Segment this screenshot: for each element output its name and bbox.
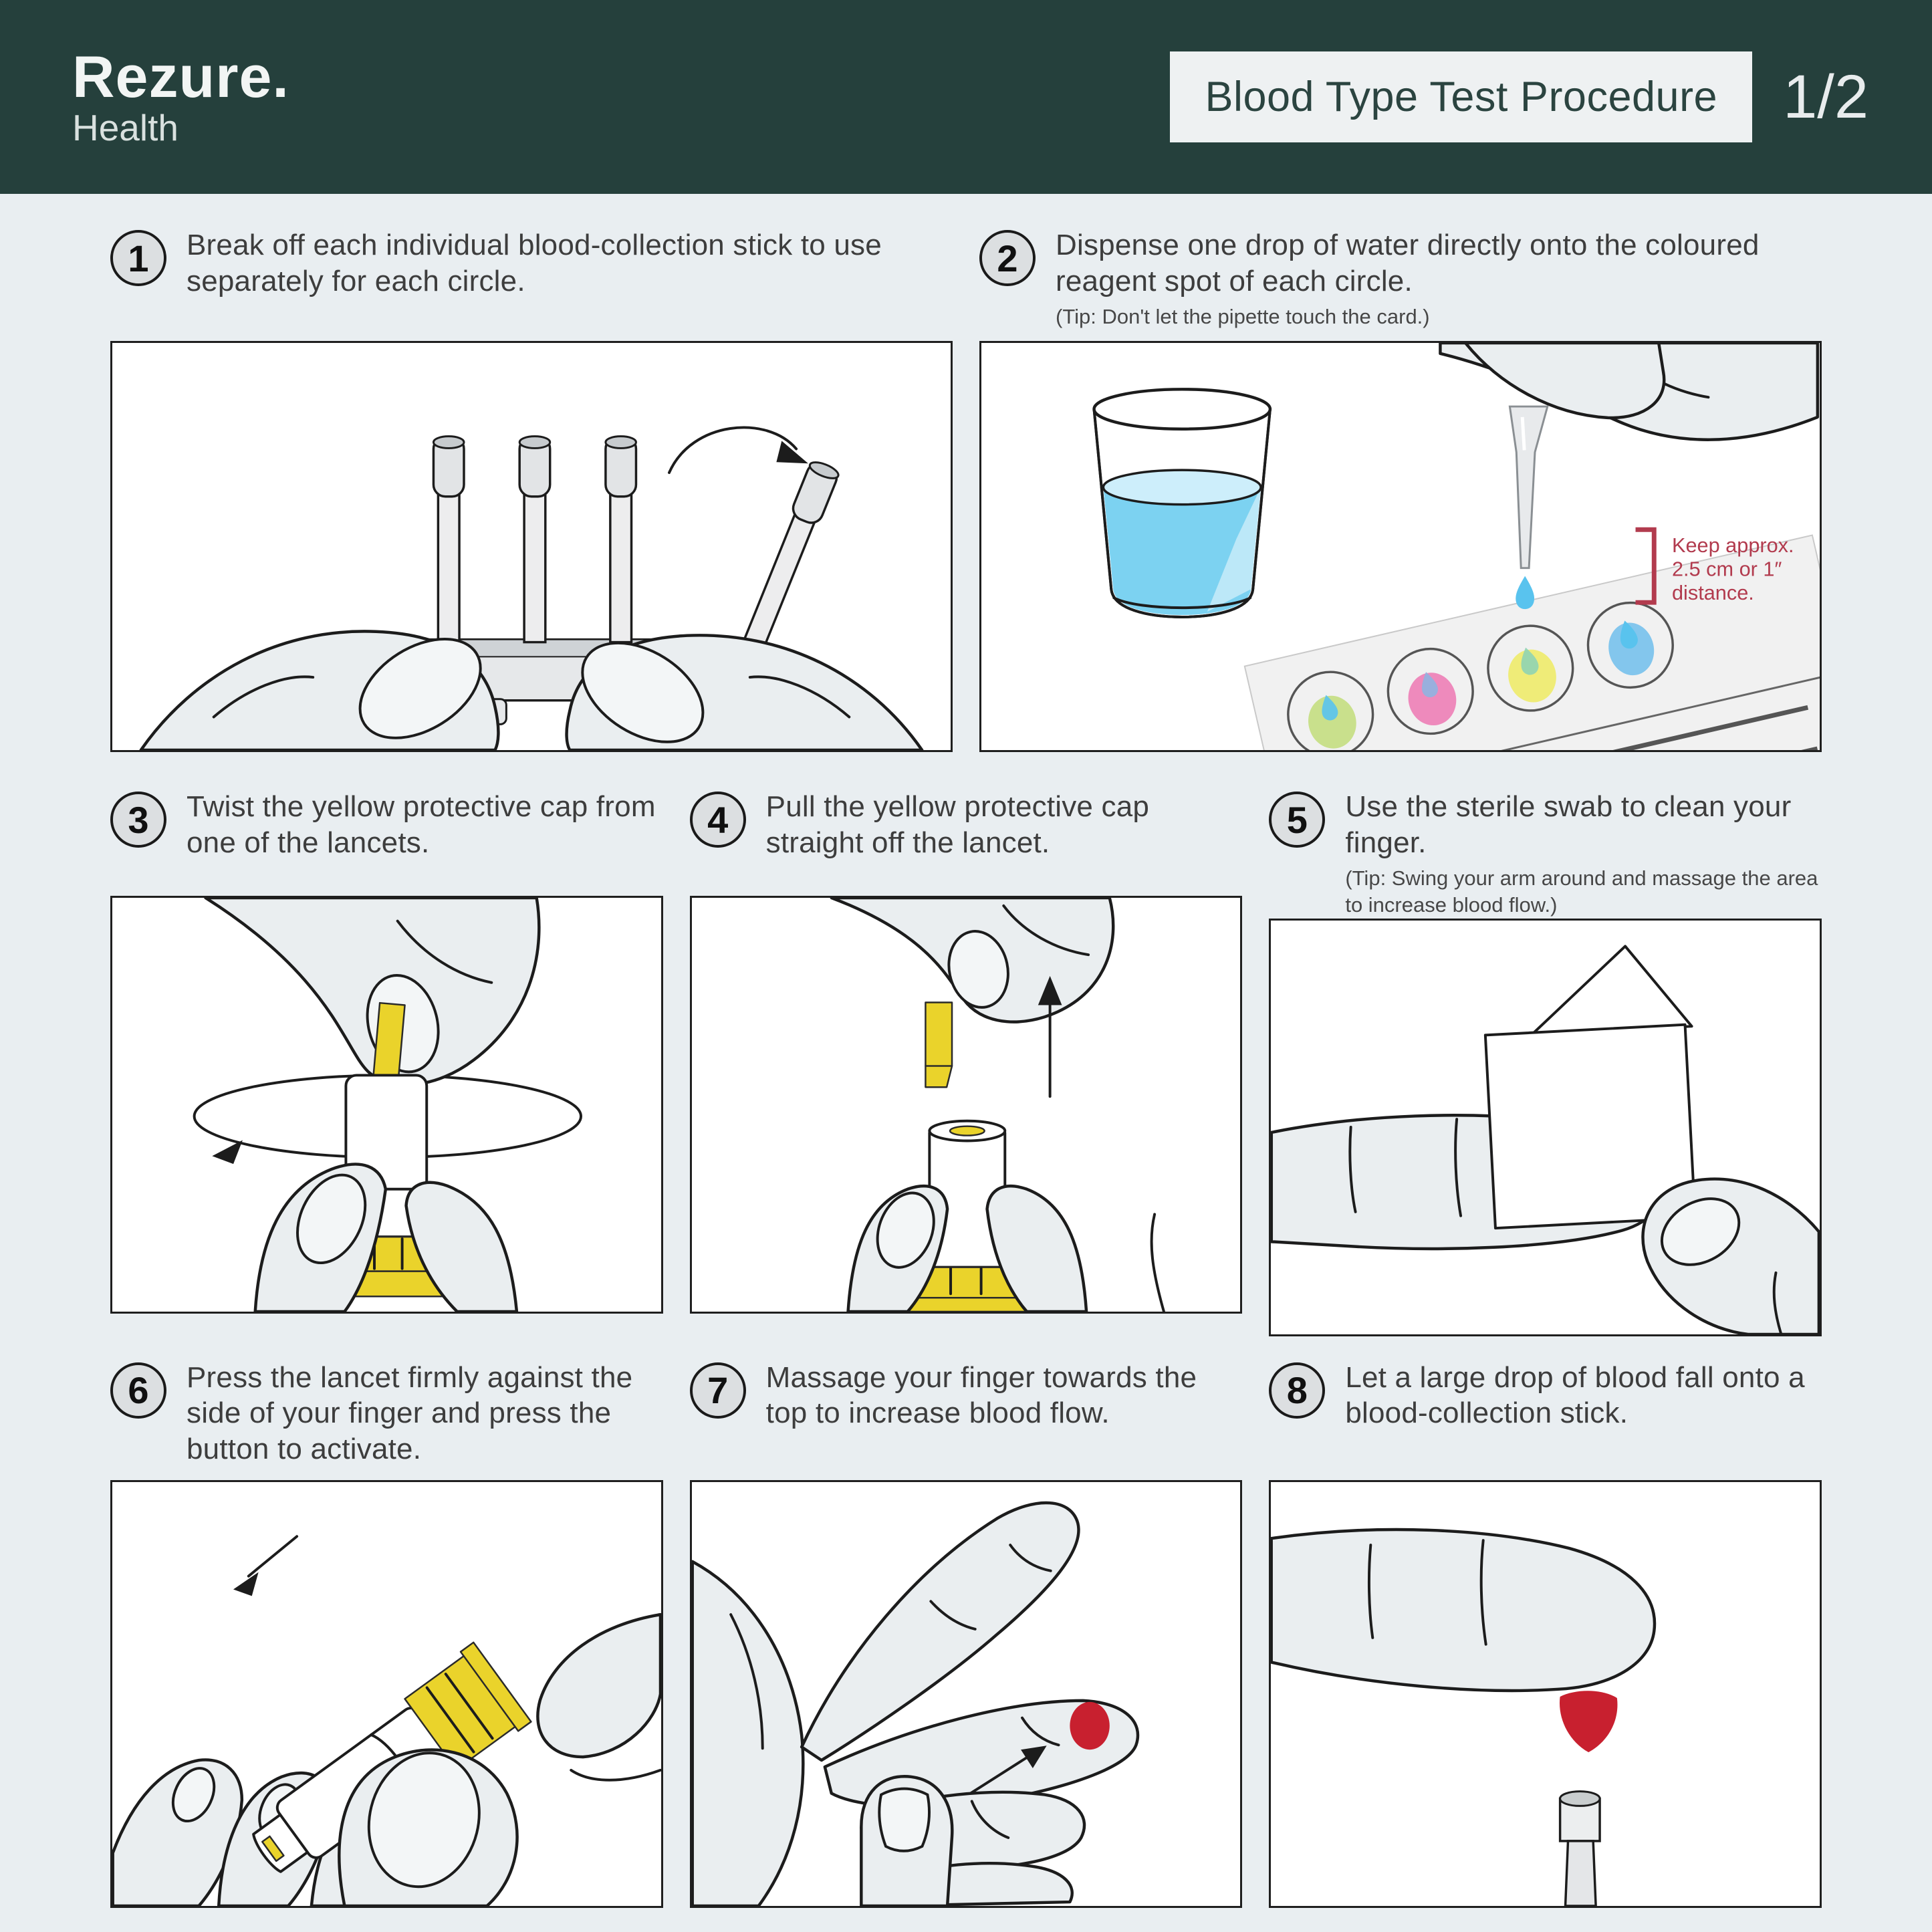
step-5-number-badge: 5 <box>1269 792 1325 848</box>
page-title: Blood Type Test Procedure <box>1170 51 1752 142</box>
press-lancet-icon <box>112 1482 661 1906</box>
step-7-number-badge: 7 <box>690 1362 746 1419</box>
water-drop-icon <box>1516 576 1534 610</box>
break-off-sticks-icon <box>112 343 951 750</box>
step-2-header <box>979 227 1822 341</box>
step-5-tip: (Tip: Swing your arm around and massage the area to increase blood flow.) <box>1345 866 1818 917</box>
step-2-illustration <box>979 341 1822 752</box>
steps-content <box>0 227 1932 1908</box>
step-7-text: Massage your finger towards the top to increase blood flow. <box>765 1360 1197 1430</box>
dispense-water-icon <box>981 343 1820 750</box>
step-5-text: Use the sterile swab to clean your finger. <box>1345 790 1792 859</box>
step-1-number-badge: 1 <box>110 230 166 286</box>
step-8-illustration <box>1269 1480 1822 1908</box>
step-5-header <box>1269 789 1822 919</box>
step-3-illustration <box>110 896 663 1314</box>
step-1-header <box>110 227 953 341</box>
step-8-header <box>1269 1360 1822 1480</box>
distance-note-line1: Keep approx. <box>1672 533 1794 557</box>
step-6 <box>110 1360 663 1908</box>
twist-cap-icon <box>112 898 661 1312</box>
step-4-number-badge: 4 <box>690 792 746 848</box>
step-8-text: Let a large drop of blood fall onto a blood-collection stick. <box>1345 1360 1805 1430</box>
step-8-number-badge: 8 <box>1269 1362 1325 1419</box>
water-glass-icon <box>1094 389 1270 617</box>
step-3-text: Twist the yellow protective cap from one of the lancets. <box>187 790 656 859</box>
step-1 <box>110 227 953 752</box>
step-6-text: Press the lancet firmly against the side of your finger and press the button to activate. <box>187 1360 633 1466</box>
brand-logo: Rezure. <box>72 43 289 110</box>
step-5-illustration <box>1269 919 1822 1336</box>
step-2-number-badge: 2 <box>979 230 1036 286</box>
step-4-illustration <box>690 896 1243 1314</box>
sterile-swab-icon <box>1271 921 1820 1334</box>
step-1-illustration <box>110 341 953 752</box>
step-3 <box>110 789 663 1336</box>
pull-cap-icon <box>692 898 1241 1312</box>
pipette-hand-icon <box>1440 343 1817 440</box>
step-row-2 <box>110 789 1822 1336</box>
collection-stick-icon <box>433 437 464 642</box>
brand-block <box>72 43 289 149</box>
brand-sublabel: Health <box>72 107 178 149</box>
step-2 <box>979 227 1822 752</box>
step-2-text: Dispense one drop of water directly onto the coloured reagent spot of each circle. <box>1056 229 1760 297</box>
step-7 <box>690 1360 1243 1908</box>
step-3-number-badge: 3 <box>110 792 166 848</box>
title-group <box>1170 51 1868 142</box>
pipette-icon <box>1510 406 1547 568</box>
step-8 <box>1269 1360 1822 1908</box>
step-4 <box>690 789 1243 1336</box>
step-6-illustration <box>110 1480 663 1908</box>
step-1-text: Break off each individual blood-collection stick to use separately for each circle. <box>187 229 882 297</box>
step-7-illustration <box>690 1480 1243 1908</box>
collection-stick-icon <box>606 437 636 642</box>
step-4-text: Pull the yellow protective cap straight off the lancet. <box>765 790 1150 859</box>
blood-drop-icon <box>1271 1482 1820 1906</box>
step-5 <box>1269 789 1822 1336</box>
swab-icon <box>1481 943 1702 1228</box>
step-7-header <box>690 1360 1243 1480</box>
yellow-cap-icon <box>925 1002 952 1087</box>
step-6-header <box>110 1360 663 1480</box>
collection-stick-icon <box>519 437 550 642</box>
distance-note-line3: distance. <box>1672 581 1754 605</box>
step-3-header <box>110 789 663 896</box>
page-number: 1/2 <box>1783 62 1868 131</box>
blood-dot-icon <box>1070 1702 1109 1749</box>
collection-stick-icon <box>1560 1791 1600 1905</box>
step-row-1 <box>110 227 1822 752</box>
step-6-number-badge: 6 <box>110 1362 166 1419</box>
header-bar <box>0 0 1932 194</box>
step-4-header <box>690 789 1243 896</box>
step-2-tip: (Tip: Don't let the pipette touch the card.) <box>1056 305 1430 329</box>
massage-finger-icon <box>692 1482 1241 1906</box>
distance-note-line2: 2.5 cm or 1″ <box>1672 557 1782 581</box>
step-row-3 <box>110 1360 1822 1908</box>
blood-drop-shape-icon <box>1560 1691 1617 1752</box>
